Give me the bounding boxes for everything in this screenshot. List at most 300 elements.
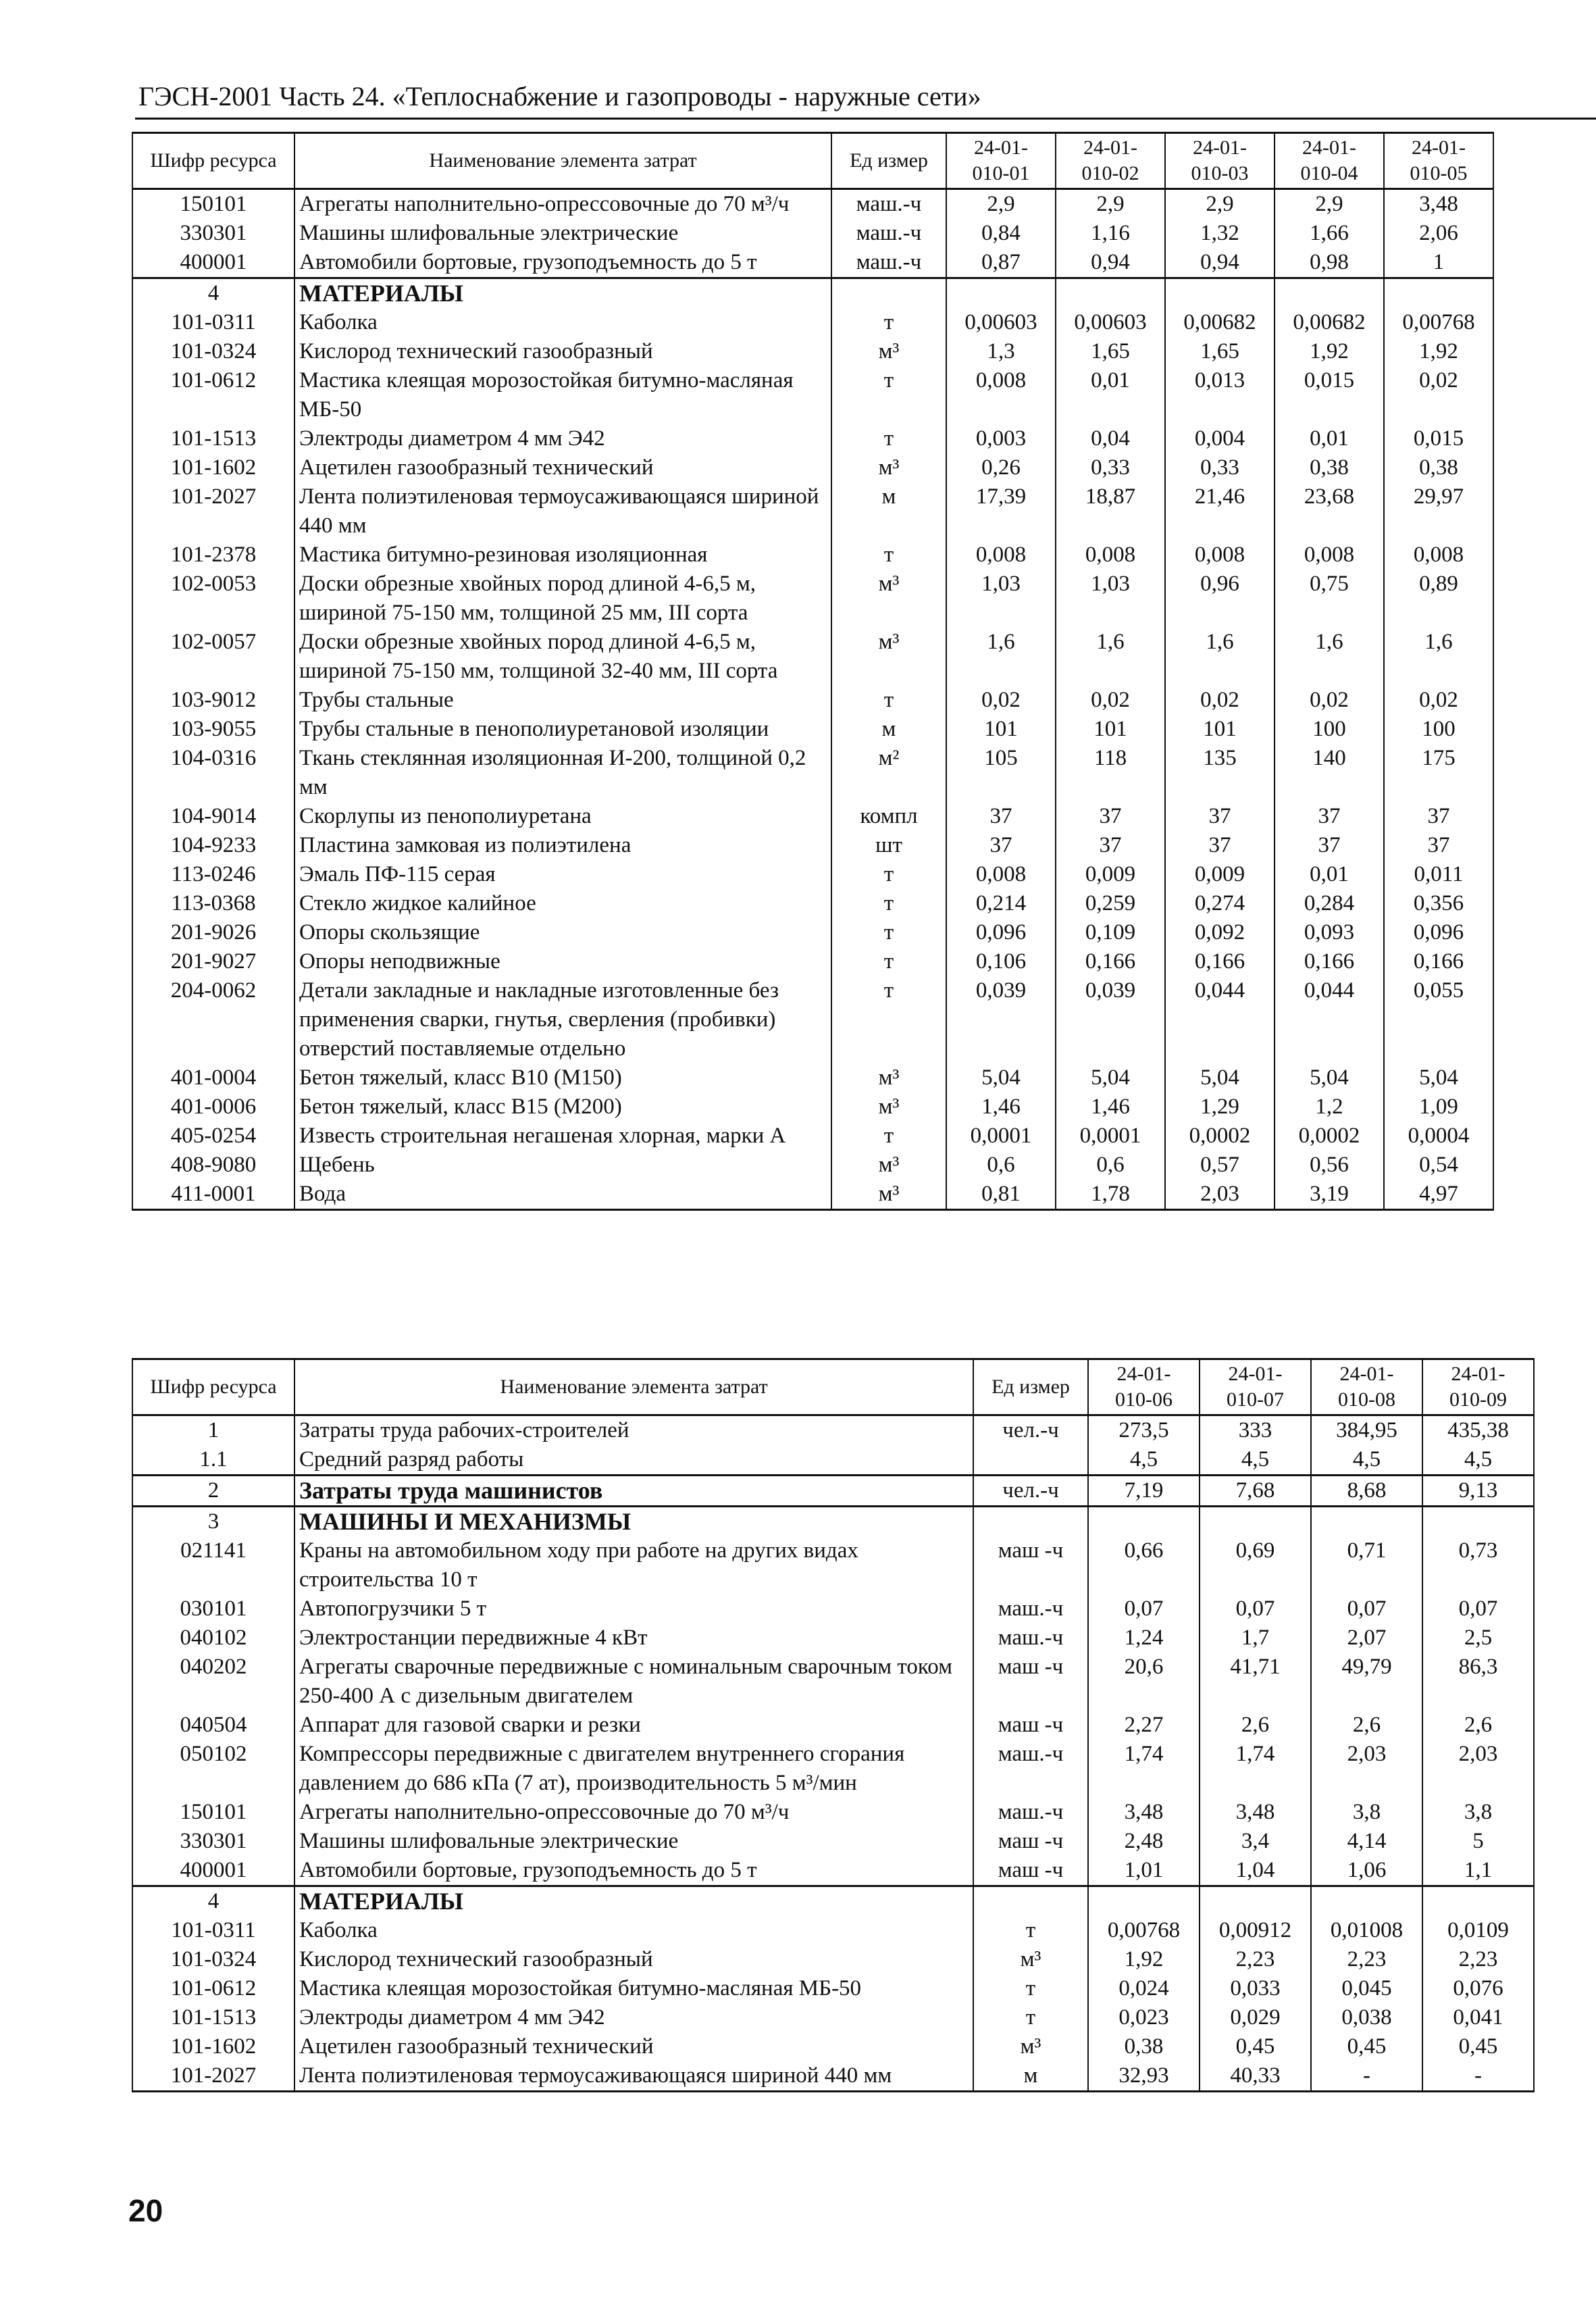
resource-code: 101-1602 — [132, 2032, 294, 2061]
resource-name: Кислород технический газообразный — [294, 337, 831, 366]
table-body — [132, 189, 1493, 1210]
unit-cell: т — [831, 976, 946, 1063]
value-cell: 1,6 — [1165, 628, 1275, 686]
value-cell: 3,4 — [1200, 1827, 1311, 1856]
resource-name: Опоры неподвижные — [294, 947, 831, 976]
value-cell — [1422, 1886, 1534, 1917]
unit-cell: м³ — [973, 1945, 1088, 1974]
resource-name: Краны на автомобильном ходу при работе на других видах строительства 10 т — [294, 1536, 973, 1594]
value-cell: 4,97 — [1384, 1180, 1493, 1210]
unit-cell: м³ — [831, 1063, 946, 1092]
unit-cell: т — [973, 1974, 1088, 2003]
resource-code: 4 — [132, 278, 294, 309]
header-col: 24-01- 010-08 — [1311, 1359, 1422, 1415]
value-cell: 2,03 — [1165, 1180, 1275, 1210]
value-cell: 0,008 — [946, 366, 1056, 424]
value-cell: 0,02 — [1165, 686, 1275, 715]
value-cell: 0,356 — [1384, 889, 1493, 918]
header-col: 24-01- 010-04 — [1275, 133, 1384, 189]
value-cell: 0,023 — [1088, 2003, 1200, 2032]
resource-code: 102-0053 — [132, 570, 294, 628]
value-cell: 0,02 — [1275, 686, 1384, 715]
table-row — [132, 1886, 1534, 1917]
resource-name: Каболка — [294, 1916, 973, 1945]
value-cell: 1,16 — [1056, 219, 1165, 248]
value-cell: 2,9 — [1275, 189, 1384, 220]
table-row — [132, 1180, 1493, 1210]
value-cell: 100 — [1275, 715, 1384, 744]
value-cell: 3,48 — [1200, 1798, 1311, 1827]
resource-name: Известь строительная негашеная хлорная, марки А — [294, 1122, 831, 1151]
resource-name: Пластина замковая из полиэтилена — [294, 831, 831, 860]
unit-cell: компл — [831, 802, 946, 831]
unit-cell: т — [831, 366, 946, 424]
value-cell: 0,096 — [1384, 918, 1493, 947]
resource-code: 101-0324 — [132, 337, 294, 366]
value-cell: 23,68 — [1275, 482, 1384, 540]
table-row — [132, 219, 1493, 248]
resource-code: 201-9027 — [132, 947, 294, 976]
value-cell: 20,6 — [1088, 1653, 1200, 1711]
value-cell: - — [1311, 2061, 1422, 2092]
unit-cell: м³ — [831, 1092, 946, 1122]
table-row — [132, 570, 1493, 628]
value-cell: 2,03 — [1422, 1740, 1534, 1798]
value-cell: 0,013 — [1165, 366, 1275, 424]
unit-cell: маш -ч — [973, 1653, 1088, 1711]
value-cell: 0,009 — [1056, 860, 1165, 889]
resource-name: Мастика битумно-резиновая изоляционная — [294, 540, 831, 570]
value-cell: 0,01 — [1275, 860, 1384, 889]
value-cell: 0,75 — [1275, 570, 1384, 628]
value-cell: 49,79 — [1311, 1653, 1422, 1711]
value-cell: 40,33 — [1200, 2061, 1311, 2092]
value-cell: 2,48 — [1088, 1827, 1200, 1856]
value-cell: 0,02 — [1384, 686, 1493, 715]
value-cell: 29,97 — [1384, 482, 1493, 540]
value-cell: 0,00603 — [1056, 308, 1165, 337]
unit-cell: м³ — [973, 2032, 1088, 2061]
value-cell: 8,68 — [1311, 1476, 1422, 1507]
resource-name: Доски обрезные хвойных пород длиной 4-6,5 м, шириной 75-150 мм, толщиной 32-40 мм, III сорта — [294, 628, 831, 686]
value-cell: 37 — [1056, 802, 1165, 831]
header-divider — [135, 118, 1596, 120]
value-cell: 1,03 — [946, 570, 1056, 628]
header-col: 24-01- 010-01 — [946, 133, 1056, 189]
table-row — [132, 308, 1493, 337]
resource-code: 101-0612 — [132, 1974, 294, 2003]
value-cell: 140 — [1275, 744, 1384, 802]
value-cell: 2,9 — [946, 189, 1056, 220]
value-cell: 1,06 — [1311, 1856, 1422, 1886]
value-cell: 2,9 — [1056, 189, 1165, 220]
unit-cell: м³ — [831, 570, 946, 628]
resource-name: Ацетилен газообразный технический — [294, 453, 831, 482]
value-cell — [1200, 1886, 1311, 1917]
value-cell: 0,024 — [1088, 1974, 1200, 2003]
unit-cell: т — [831, 540, 946, 570]
unit-cell: маш -ч — [973, 1856, 1088, 1886]
table-row — [132, 1945, 1534, 1974]
value-cell: 37 — [1384, 802, 1493, 831]
value-cell: 2,9 — [1165, 189, 1275, 220]
resource-code: 040202 — [132, 1653, 294, 1711]
value-cell: 0,00603 — [946, 308, 1056, 337]
resource-code: 150101 — [132, 1798, 294, 1827]
resource-code: 204-0062 — [132, 976, 294, 1063]
unit-cell: маш.-ч — [831, 189, 946, 220]
value-cell — [1088, 1507, 1200, 1537]
value-cell: 37 — [1384, 831, 1493, 860]
value-cell: 5,04 — [1275, 1063, 1384, 1092]
unit-cell: м³ — [831, 337, 946, 366]
value-cell: 1,66 — [1275, 219, 1384, 248]
value-cell: 0,87 — [946, 248, 1056, 278]
value-cell: 4,5 — [1088, 1445, 1200, 1476]
table-row — [132, 540, 1493, 570]
resource-code: 330301 — [132, 1827, 294, 1856]
value-cell: 2,27 — [1088, 1711, 1200, 1740]
value-cell: 1,2 — [1275, 1092, 1384, 1122]
unit-cell: м — [831, 482, 946, 540]
value-cell: 37 — [1165, 802, 1275, 831]
value-cell: 1,01 — [1088, 1856, 1200, 1886]
value-cell: 0,0001 — [946, 1122, 1056, 1151]
value-cell: 100 — [1384, 715, 1493, 744]
resource-name: Аппарат для газовой сварки и резки — [294, 1711, 973, 1740]
value-cell: 435,38 — [1422, 1415, 1534, 1446]
value-cell: 4,5 — [1422, 1445, 1534, 1476]
unit-cell: чел.-ч — [973, 1476, 1088, 1507]
table-row — [132, 1798, 1534, 1827]
value-cell: 1,3 — [946, 337, 1056, 366]
table-header-row — [132, 133, 1493, 189]
value-cell: 0,71 — [1311, 1536, 1422, 1594]
table-row — [132, 248, 1493, 278]
unit-cell: маш.-ч — [973, 1624, 1088, 1653]
header-unit: Ед измер — [973, 1359, 1088, 1415]
value-cell — [1422, 1507, 1534, 1537]
resource-name: Автомобили бортовые, грузоподъемность до 5 т — [294, 1856, 973, 1886]
value-cell: 0,02 — [946, 686, 1056, 715]
value-cell: 135 — [1165, 744, 1275, 802]
value-cell: 7,19 — [1088, 1476, 1200, 1507]
value-cell: 2,06 — [1384, 219, 1493, 248]
value-cell: 0,0004 — [1384, 1122, 1493, 1151]
table-row — [132, 1476, 1534, 1507]
resource-name: Ткань стеклянная изоляционная И-200, толщиной 0,2 мм — [294, 744, 831, 802]
value-cell: 1,46 — [946, 1092, 1056, 1122]
table-row — [132, 2032, 1534, 2061]
value-cell: 0,84 — [946, 219, 1056, 248]
header-unit: Ед измер — [831, 133, 946, 189]
table-row — [132, 889, 1493, 918]
value-cell: 0,045 — [1311, 1974, 1422, 2003]
unit-cell: м³ — [831, 1180, 946, 1210]
resource-code: 401-0006 — [132, 1092, 294, 1122]
value-cell: 1,6 — [1275, 628, 1384, 686]
value-cell: 0,33 — [1165, 453, 1275, 482]
unit-cell: маш.-ч — [831, 248, 946, 278]
resource-code: 101-1513 — [132, 2003, 294, 2032]
value-cell: 101 — [946, 715, 1056, 744]
resource-code: 201-9026 — [132, 918, 294, 947]
value-cell — [1200, 1507, 1311, 1537]
resource-code: 103-9055 — [132, 715, 294, 744]
value-cell: 1,29 — [1165, 1092, 1275, 1122]
value-cell: 17,39 — [946, 482, 1056, 540]
resource-name: Вода — [294, 1180, 831, 1210]
resource-code: 101-0311 — [132, 308, 294, 337]
value-cell: 0,00912 — [1200, 1916, 1311, 1945]
unit-cell: маш -ч — [973, 1536, 1088, 1594]
resource-code: 1 — [132, 1415, 294, 1446]
value-cell: 0,01 — [1275, 424, 1384, 453]
value-cell: 0,07 — [1200, 1594, 1311, 1624]
unit-cell: т — [831, 889, 946, 918]
header-col: 24-01- 010-03 — [1165, 133, 1275, 189]
unit-cell: т — [973, 1916, 1088, 1945]
value-cell: 0,093 — [1275, 918, 1384, 947]
unit-cell: т — [831, 424, 946, 453]
resource-name: Электроды диаметром 4 мм Э42 — [294, 424, 831, 453]
value-cell: 0,015 — [1384, 424, 1493, 453]
value-cell: 0,57 — [1165, 1151, 1275, 1180]
value-cell: 1,32 — [1165, 219, 1275, 248]
value-cell: 37 — [1165, 831, 1275, 860]
table-row — [132, 802, 1493, 831]
resource-code: 101-0311 — [132, 1916, 294, 1945]
unit-cell: т — [973, 2003, 1088, 2032]
value-cell: 18,87 — [1056, 482, 1165, 540]
value-cell: 0,94 — [1165, 248, 1275, 278]
table-row — [132, 1415, 1534, 1446]
value-cell: 0,02 — [1056, 686, 1165, 715]
value-cell: 0,166 — [1275, 947, 1384, 976]
table-row — [132, 686, 1493, 715]
value-cell: 0,56 — [1275, 1151, 1384, 1180]
resource-name: Автопогрузчики 5 т — [294, 1594, 973, 1624]
table-row — [132, 1624, 1534, 1653]
value-cell: 0,89 — [1384, 570, 1493, 628]
resource-name: Трубы стальные в пенополиуретановой изоляции — [294, 715, 831, 744]
value-cell: 0,00682 — [1275, 308, 1384, 337]
value-cell: 101 — [1056, 715, 1165, 744]
value-cell: 1,1 — [1422, 1856, 1534, 1886]
resource-name: Электростанции передвижные 4 кВт — [294, 1624, 973, 1653]
value-cell: 0,0002 — [1275, 1122, 1384, 1151]
value-cell: 0,07 — [1422, 1594, 1534, 1624]
value-cell: 1,6 — [1384, 628, 1493, 686]
table-row — [132, 1974, 1534, 2003]
table-row — [132, 278, 1493, 309]
value-cell: 2,07 — [1311, 1624, 1422, 1653]
resource-code: 101-1513 — [132, 424, 294, 453]
value-cell: 0,008 — [946, 540, 1056, 570]
resource-name: Бетон тяжелый, класс В15 (М200) — [294, 1092, 831, 1122]
value-cell: 0,73 — [1422, 1536, 1534, 1594]
value-cell: 0,38 — [1384, 453, 1493, 482]
value-cell: 37 — [946, 831, 1056, 860]
value-cell: 5,04 — [1056, 1063, 1165, 1092]
value-cell: 0,45 — [1311, 2032, 1422, 2061]
value-cell: 0,07 — [1088, 1594, 1200, 1624]
resource-name: Электроды диаметром 4 мм Э42 — [294, 2003, 973, 2032]
table-row — [132, 831, 1493, 860]
table-row — [132, 1122, 1493, 1151]
value-cell: 37 — [1275, 802, 1384, 831]
value-cell: 1,04 — [1200, 1856, 1311, 1886]
resource-name: Ацетилен газообразный технический — [294, 2032, 973, 2061]
value-cell: 0,166 — [1056, 947, 1165, 976]
table-row — [132, 1653, 1534, 1711]
table-row — [132, 1594, 1534, 1624]
resource-code: 103-9012 — [132, 686, 294, 715]
table-row — [132, 947, 1493, 976]
table-row — [132, 366, 1493, 424]
value-cell: 175 — [1384, 744, 1493, 802]
value-cell: 0,0001 — [1056, 1122, 1165, 1151]
value-cell: 0,98 — [1275, 248, 1384, 278]
resource-name: Затраты труда рабочих-строителей — [294, 1415, 973, 1446]
resource-name: Опоры скользящие — [294, 918, 831, 947]
resource-code: 411-0001 — [132, 1180, 294, 1210]
value-cell: 0,54 — [1384, 1151, 1493, 1180]
value-cell: 0,096 — [946, 918, 1056, 947]
value-cell: 0,38 — [1275, 453, 1384, 482]
value-cell: 0,039 — [946, 976, 1056, 1063]
value-cell — [1311, 1886, 1422, 1917]
resource-code: 401-0004 — [132, 1063, 294, 1092]
resource-name: Средний разряд работы — [294, 1445, 973, 1476]
value-cell: 0,66 — [1088, 1536, 1200, 1594]
resource-code: 400001 — [132, 248, 294, 278]
value-cell: 1 — [1384, 248, 1493, 278]
header-col: 24-01- 010-02 — [1056, 133, 1165, 189]
resource-code: 4 — [132, 1886, 294, 1917]
value-cell: 0,04 — [1056, 424, 1165, 453]
value-cell: 0,214 — [946, 889, 1056, 918]
header-col: 24-01- 010-09 — [1422, 1359, 1534, 1415]
value-cell: 0,008 — [1056, 540, 1165, 570]
value-cell: 0,274 — [1165, 889, 1275, 918]
resource-name: Агрегаты сварочные передвижные с номинальным сварочным током 250-400 А с дизельным двигателем — [294, 1653, 973, 1711]
resource-name: Лента полиэтиленовая термоусаживающаяся шириной 440 мм — [294, 2061, 973, 2092]
table-row — [132, 918, 1493, 947]
value-cell: 0,6 — [946, 1151, 1056, 1180]
resource-name: Лента полиэтиленовая термоусаживающаяся шириной 440 мм — [294, 482, 831, 540]
value-cell: 0,011 — [1384, 860, 1493, 889]
table-row — [132, 189, 1493, 220]
value-cell: 1,78 — [1056, 1180, 1165, 1210]
resource-name: Агрегаты наполнительно-опрессовочные до 70 м³/ч — [294, 189, 831, 220]
unit-cell: маш.-ч — [973, 1594, 1088, 1624]
value-cell: 0,009 — [1165, 860, 1275, 889]
value-cell: 0,008 — [946, 860, 1056, 889]
value-cell: 41,71 — [1200, 1653, 1311, 1711]
value-cell: 1,74 — [1200, 1740, 1311, 1798]
resource-code: 400001 — [132, 1856, 294, 1886]
unit-cell — [973, 1886, 1088, 1917]
value-cell: 1,6 — [1056, 628, 1165, 686]
value-cell: 3,8 — [1422, 1798, 1534, 1827]
value-cell: 0,81 — [946, 1180, 1056, 1210]
value-cell: 37 — [946, 802, 1056, 831]
resource-name: МАТЕРИАЛЫ — [294, 1886, 973, 1917]
value-cell: 1,92 — [1384, 337, 1493, 366]
unit-cell: т — [831, 947, 946, 976]
resource-code: 3 — [132, 1507, 294, 1537]
unit-cell: м — [973, 2061, 1088, 2092]
value-cell: 3,48 — [1384, 189, 1493, 220]
value-cell: 4,5 — [1200, 1445, 1311, 1476]
value-cell: 9,13 — [1422, 1476, 1534, 1507]
value-cell: 0,008 — [1384, 540, 1493, 570]
resource-code: 101-0612 — [132, 366, 294, 424]
table-row — [132, 1092, 1493, 1122]
value-cell: 0,00768 — [1384, 308, 1493, 337]
resource-name: Затраты труда машинистов — [294, 1476, 973, 1507]
resource-name: Эмаль ПФ-115 серая — [294, 860, 831, 889]
value-cell — [1311, 1507, 1422, 1537]
value-cell: 0,004 — [1165, 424, 1275, 453]
unit-cell: шт — [831, 831, 946, 860]
value-cell: 384,95 — [1311, 1415, 1422, 1446]
table-row — [132, 1740, 1534, 1798]
value-cell: 32,93 — [1088, 2061, 1200, 2092]
resource-code: 104-0316 — [132, 744, 294, 802]
value-cell: - — [1422, 2061, 1534, 2092]
table-row — [132, 337, 1493, 366]
value-cell: 2,6 — [1200, 1711, 1311, 1740]
resource-name: МАШИНЫ И МЕХАНИЗМЫ — [294, 1507, 973, 1537]
table-row — [132, 1827, 1534, 1856]
value-cell: 7,68 — [1200, 1476, 1311, 1507]
value-cell: 0,044 — [1275, 976, 1384, 1063]
resource-name: Кислород технический газообразный — [294, 1945, 973, 1974]
resource-code: 408-9080 — [132, 1151, 294, 1180]
unit-cell: т — [831, 860, 946, 889]
resource-table-2 — [132, 1358, 1535, 2092]
resource-name: Доски обрезные хвойных пород длиной 4-6,5 м, шириной 75-150 мм, толщиной 25 мм, III сорта — [294, 570, 831, 628]
value-cell: 0,38 — [1088, 2032, 1200, 2061]
value-cell: 3,48 — [1088, 1798, 1200, 1827]
value-cell: 0,166 — [1165, 947, 1275, 976]
table-row — [132, 1711, 1534, 1740]
value-cell: 0,166 — [1384, 947, 1493, 976]
resource-name: Машины шлифовальные электрические — [294, 1827, 973, 1856]
value-cell: 5,04 — [946, 1063, 1056, 1092]
value-cell — [1056, 278, 1165, 309]
value-cell: 86,3 — [1422, 1653, 1534, 1711]
value-cell: 2,6 — [1422, 1711, 1534, 1740]
header-name: Наименование элемента затрат — [294, 1359, 973, 1415]
value-cell: 1,24 — [1088, 1624, 1200, 1653]
value-cell: 0,0002 — [1165, 1122, 1275, 1151]
value-cell: 0,33 — [1056, 453, 1165, 482]
value-cell: 1,92 — [1275, 337, 1384, 366]
resource-code: 104-9014 — [132, 802, 294, 831]
resource-code: 101-2378 — [132, 540, 294, 570]
unit-cell: маш.-ч — [973, 1798, 1088, 1827]
unit-cell: маш -ч — [973, 1711, 1088, 1740]
value-cell: 1,09 — [1384, 1092, 1493, 1122]
value-cell: 0,01 — [1056, 366, 1165, 424]
header-col: 24-01- 010-06 — [1088, 1359, 1200, 1415]
resource-name: Автомобили бортовые, грузоподъемность до 5 т — [294, 248, 831, 278]
table-row — [132, 744, 1493, 802]
resource-code: 1.1 — [132, 1445, 294, 1476]
